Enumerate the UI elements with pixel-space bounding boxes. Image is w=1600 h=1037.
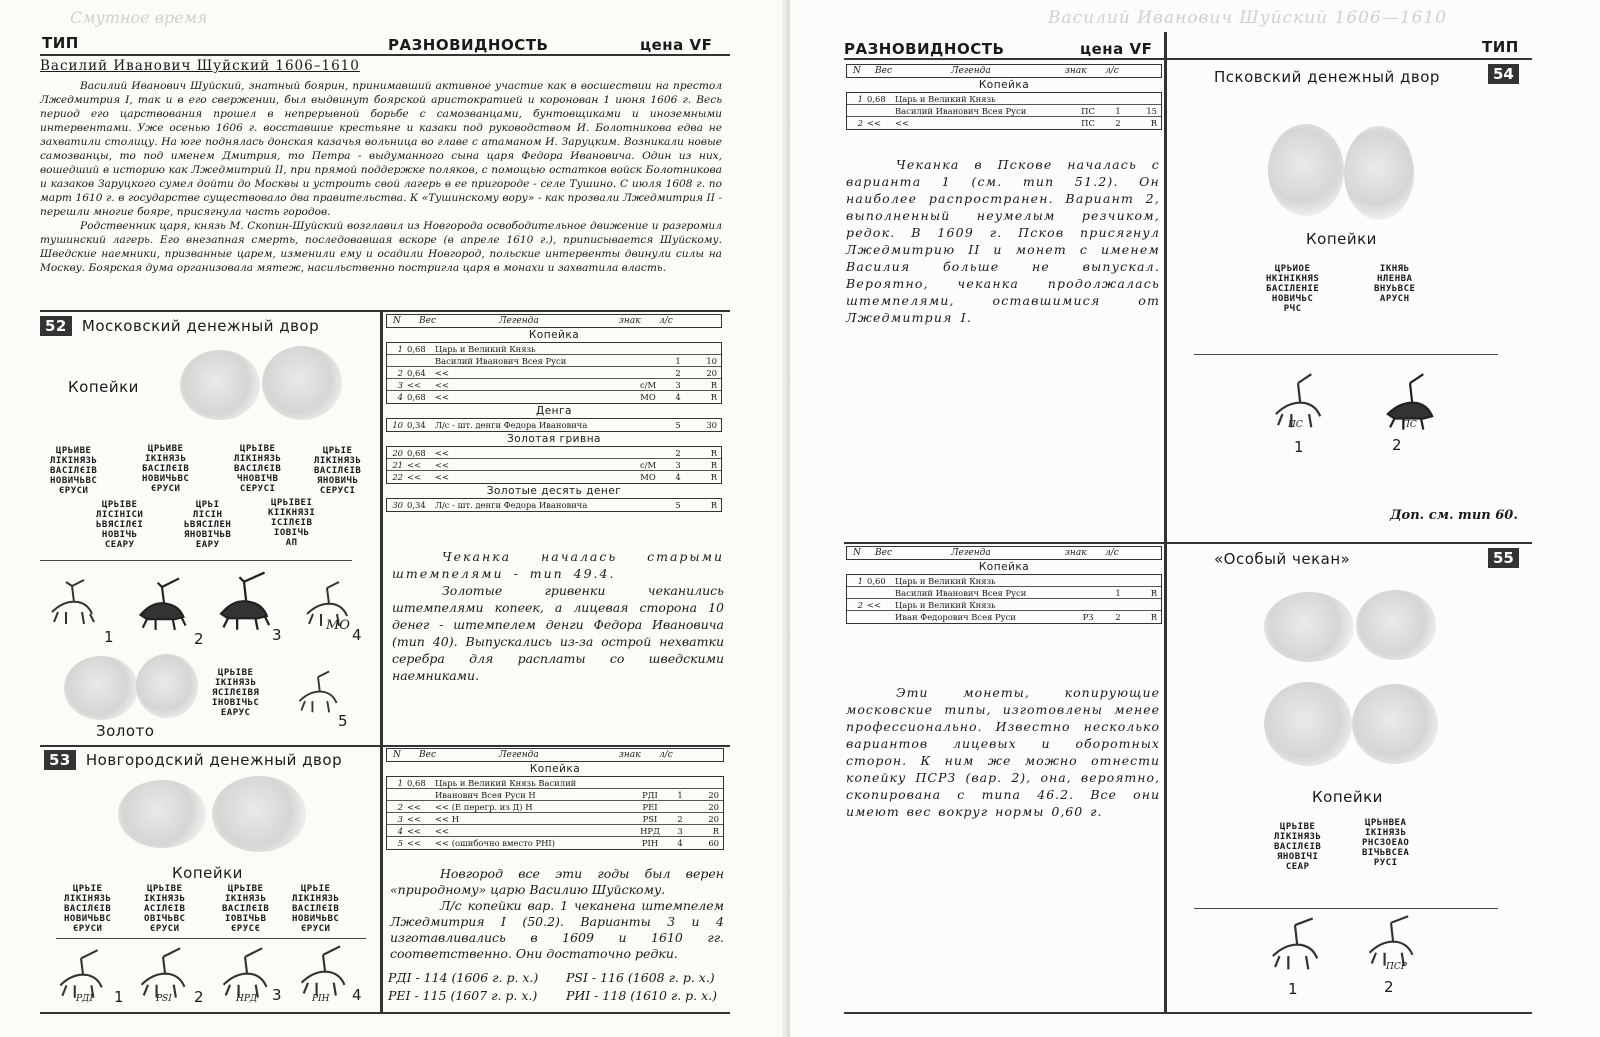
cell-sign: ПС: [1081, 118, 1095, 128]
s54-coin-obverse-photo: [1268, 124, 1344, 216]
s52-kopeiki-label: Копейки: [68, 378, 139, 396]
table-row: [387, 801, 723, 813]
table-group-title: Копейка: [528, 329, 580, 341]
cell-sign: РІН: [641, 838, 659, 848]
cell-w: <<: [407, 838, 422, 848]
s52-variety-table: [386, 314, 722, 512]
cell-legend: Л/с - шт. денги Федора Ивановича: [435, 420, 588, 430]
s53-legend-2: ЦРЬІВЕ ІКІНЯЗЬ АСІЛЄІВ ОВІЧЬВС ЄРУСИ: [144, 884, 186, 934]
s55-coin-2-obverse-photo: [1264, 682, 1352, 766]
cell-price: R: [1150, 612, 1157, 622]
cell-legend: Василий Иванович Всея Руси: [895, 105, 1027, 116]
right-col-variety: РАЗНОВИДНОСТЬ: [844, 40, 1005, 58]
cell-legend: Л/с - шт. денги Федора Ивановича: [435, 500, 588, 510]
cell-w: 0,68: [867, 93, 886, 104]
left-page: [0, 0, 790, 1037]
cell-price: R: [1150, 587, 1157, 598]
s53-caption-p2: Л/с копейки вар. 1 чеканена штемпелем Лжедмитрия I (50.2). Варианты 3 и 4 изготавливались в 1609 и 1610 гг. соответственно. Они достаточно редки.: [390, 898, 724, 961]
cell-price: R: [710, 500, 717, 510]
s52-legend-5: ЦРЬІВЕ ЛІСІНІСИ ЬВЯСІЛЄІ НОВІЧЬ СЕАРУ: [96, 500, 144, 550]
th-n: N: [853, 66, 861, 76]
s54-kopeiki-label: Копейки: [1306, 230, 1377, 248]
s54-caption: Чеканка в Пскове началась с варианта 1 (см. тип 51.2). Он наиболее распространен. Вариант 2, выполненный неумелым резчиком, редок. В 1609 г. Псков присягнул Лжедмитрию II и монет с именем Василия больше не выпускал. Вероятно, чеканка продолжалась штемпелями, оставшимися от Лжедмитрия I.: [846, 157, 1160, 325]
th-ds: л/с: [659, 316, 673, 326]
s52-caption: [392, 548, 724, 684]
cell-legend: <<: [435, 459, 450, 470]
s54-title: Псковский денежный двор: [1214, 68, 1440, 86]
cell-legend: <<: [435, 392, 450, 402]
table-row: [387, 355, 721, 367]
s55-coin-1-reverse-photo: [1356, 590, 1436, 660]
cell-legend: Иванович Всея Руси Н: [435, 789, 536, 800]
cell-legend: <<: [435, 367, 450, 378]
s54-legend-1: ЦРЬИОЕ НКІНІКНЯS БАСІЛЕНІЕ НОВИЧЬС РЧС: [1266, 264, 1320, 314]
th-ds: л/с: [1105, 548, 1119, 558]
s54-coin-reverse-photo: [1344, 126, 1414, 220]
cell-legend: Иван Федорович Всея Руси: [895, 612, 1016, 622]
cell-legend: Царь и Великий Князь: [895, 599, 996, 610]
cell-legend: <<: [435, 472, 450, 482]
right-page: [790, 0, 1600, 1037]
right-col-type: ТИП: [1482, 38, 1519, 56]
cell-legend: Царь и Великий Князь: [895, 93, 996, 104]
cell-n: 2: [397, 367, 403, 378]
cell-w: <<: [407, 472, 422, 482]
cell-price: 15: [1146, 105, 1157, 116]
s53-fig-num-3: 3: [272, 986, 282, 1004]
s55-legend-1: ЦРЬІВЕ ЛІКІНЯЗЬ ВАСІЛЄІВ ЯНОВІЧІ СЕАР: [1274, 822, 1322, 872]
s53-mark-2: PSI: [156, 994, 172, 1004]
s53-coin-obverse-photo: [118, 780, 206, 848]
s55-fig-num-1: 1: [1288, 980, 1298, 998]
s52-fig-num-4: 4: [352, 626, 362, 644]
table-row: [387, 367, 721, 379]
th-sign: знак: [1065, 66, 1087, 76]
cell-price: R: [712, 825, 719, 836]
s55-type-badge: 55: [1488, 548, 1519, 568]
cell-ds: 4: [675, 472, 681, 482]
cell-legend: << (Е перегр. из Д) Н: [435, 801, 533, 812]
cell-w: 0,34: [407, 500, 426, 510]
right-running-head: Василий Иванович Шуйский 1606—1610: [1048, 8, 1448, 28]
cell-ds: 1: [1115, 587, 1121, 598]
table-group-box: [386, 498, 722, 512]
th-n: N: [853, 548, 861, 558]
s52-top-rule: [40, 310, 730, 312]
cell-legend: <<: [435, 379, 450, 390]
s52-legend-7: ЦРЬІВЕІ КІІКНЯЗІ ІСІЛЄІВ ІОВІЧЬ АП: [268, 498, 316, 548]
ruler-title: Василий Иванович Шуйский 1606–1610: [40, 58, 360, 74]
s52-legend-3: ЦРЬІВЕ ЛІКІНЯЗЬ ВАСІЛЄІВ ЧНОВІЧВ СЕРУСІ: [234, 444, 282, 494]
cell-price: R: [1150, 118, 1157, 128]
s52-legend-6: ЦРЬІ ЛІСІН ЬВЯСІЛЕН ЯНОВІЧЬВ ЕАРУ: [184, 500, 232, 550]
table-row: [387, 789, 723, 801]
th-w: Вес: [419, 316, 436, 326]
cell-price: 20: [708, 801, 719, 812]
s52-gold-reverse-photo: [136, 654, 198, 718]
cell-sign: с/М: [639, 459, 657, 470]
cell-w: <<: [407, 813, 422, 824]
cell-ds: 2: [1115, 612, 1121, 622]
table-row: [387, 777, 723, 789]
s52-legend-8: ЦРЬІВЕ ІКІНЯЗЬ ЯСІЛЄІВЯ ІНОВІЧЬС ЕАРУС: [212, 668, 260, 718]
table-group-title: Копейка: [529, 763, 581, 775]
cell-sign: РДІ: [642, 789, 658, 800]
table-group-box: [386, 342, 722, 404]
s54-table-header: [846, 64, 1162, 78]
s53-mark-1: РДІ: [76, 994, 93, 1004]
th-ds: л/с: [1105, 66, 1119, 76]
s54-type-badge: 54: [1488, 64, 1519, 84]
table-row: [387, 813, 723, 825]
cell-n: 4: [397, 825, 403, 836]
th-sign: знак: [619, 316, 641, 326]
s52-mark-mo: МО: [326, 618, 350, 633]
s52-fig-num-2: 2: [194, 630, 204, 648]
cell-n: 3: [397, 813, 403, 824]
s55-top-rule: [844, 542, 1532, 544]
s52-horseman-5-icon: [290, 664, 346, 716]
left-header-rule: [40, 54, 730, 56]
th-legend: Легенда: [499, 316, 539, 326]
s53-coin-reverse-photo: [212, 776, 306, 852]
cell-price: R: [710, 472, 717, 482]
cell-n: 1: [397, 343, 403, 354]
s54-variety-table: [846, 64, 1162, 130]
s54-legend-2: ІКНЯЬ НЛЕНВА ВНУЬВСЕ АРУСН: [1374, 264, 1416, 304]
s52-table-header: [386, 314, 722, 328]
table-row: [847, 599, 1161, 611]
cell-ds: 2: [1115, 118, 1121, 128]
cell-ds: 3: [675, 459, 681, 470]
s54-mark-1: ПС: [1288, 420, 1303, 430]
s55-horseman-1-icon: [1264, 914, 1326, 976]
cell-n: 1: [857, 575, 863, 586]
intro-paragraph-1: Василий Иванович Шуйский, знатный боярин, принимавший активное участие как в восшествии на престол Лжедмитрия I, так и в его свержении, был выдвинут боярской аристократией и коронован 1 июня 1606 г. Весь период его царствования прошел в непрерывной борьбе с самозванцами, бунтовщиками и иноземными интервентами. Уже осенью 1606 г. восставшие крестьяне и казаки под руководством И. Болотникова едва не захватили столицу. На юге поднялась донская казачья вольница во главе с атаманом И. Заруцким. Возникали новые самозванцы, то под именем Дмитрия, то Петра - выдуманного сына царя Федора Ивановича. Один из них, вошедший в историю как Лжедмитрий II, при прямой поддержке поляков, с помощью остатков войск Болотникова и казаков Заруцкого сумел дойти до Москвы и устроить свой лагерь в ее пригороде - селе Тушино. С июля 1608 г. по март 1610 г. в государстве существовало два правительства. К «Тушинскому вору» - как прозвали Лжедмитрия II - перешли многие бояре, присягнула часть городов.: [40, 80, 722, 218]
table-row: [387, 471, 721, 483]
intro-text: [40, 79, 722, 275]
table-row: [847, 117, 1161, 129]
table-row: [387, 447, 721, 459]
s55-variety-table: [846, 546, 1162, 624]
s53-table-header: [386, 748, 724, 762]
cell-ds: 1: [677, 789, 683, 800]
cell-price: 60: [708, 838, 719, 848]
th-n: N: [393, 316, 401, 326]
cell-sign: РЕІ: [642, 801, 658, 812]
s52-caption-p1: Чеканка началась старыми штемпелями - тип 49.4.: [392, 549, 724, 581]
cell-ds: 4: [675, 392, 681, 402]
s55-table-header: [846, 546, 1162, 560]
right-column-divider-top: [1164, 32, 1167, 542]
cell-price: 20: [708, 789, 719, 800]
s53-heading: [44, 750, 342, 770]
cell-n: 22: [392, 472, 403, 482]
s52-type-badge: 52: [40, 316, 72, 336]
s52-caption-p2: Золотые гривенки чеканились штемпелями копеек, а лицевая сторона 10 денег - штемпелем денги Федора Ивановича (тип 40). Выпускались из-за острой нехватки серебра для расплаты со шведскими наемниками.: [392, 583, 724, 683]
cell-price: R: [710, 392, 717, 402]
s52-divider: [40, 560, 352, 561]
s52-horseman-3-icon: [212, 568, 276, 632]
s55-caption: Эти монеты, копирующие московские типы, изготовлены менее профессионально. Известно несколько вариантов лицевых и оборотных сторон. К ним же можно отнести копейку ПСРЗ (вар. 2), она, вероятно, скопирована с типа 46.2. Все они имеют вес вокруг нормы 0,60 г.: [846, 685, 1160, 819]
cell-n: 3: [397, 379, 403, 390]
table-row: [387, 837, 723, 849]
cell-sign: МО: [640, 472, 656, 482]
s52-fig-num-1: 1: [104, 628, 114, 646]
cell-n: 10: [392, 420, 403, 430]
s53-date-2: PSI - 116 (1608 г. р. х.): [566, 970, 715, 985]
s54-note: Доп. см. тип 60.: [1390, 508, 1518, 523]
s53-date-4: РИІ - 118 (1610 г. р. х.): [566, 988, 718, 1003]
cell-legend: << Н: [435, 813, 460, 824]
s53-fig-num-4: 4: [352, 986, 362, 1004]
left-running-head: Смутное время: [70, 8, 208, 27]
s52-gold-obverse-photo: [64, 656, 138, 720]
s54-heading-badge-wrap: [1488, 64, 1519, 84]
table-row: [387, 419, 721, 431]
s55-mark-1: ПСР: [1386, 962, 1407, 972]
table-group-title: Копейка: [978, 561, 1030, 573]
table-group-title: Денга: [536, 405, 572, 417]
s53-horseman-4-icon: [290, 942, 356, 1002]
cell-price: R: [710, 459, 717, 470]
s53-date-1: РДІ - 114 (1606 г. р. х.): [388, 970, 539, 985]
cell-legend: Василий Иванович Всея Руси: [435, 355, 567, 366]
cell-w: <<: [407, 801, 422, 812]
cell-w: 0,64: [407, 367, 426, 378]
cell-legend: Царь и Великий Князь: [435, 343, 536, 354]
table-row: [847, 93, 1161, 105]
s54-fig-num-2: 2: [1392, 436, 1402, 454]
table-row: [847, 587, 1161, 599]
s55-kopeiki-label: Копейки: [1312, 788, 1383, 806]
table-row: [387, 499, 721, 511]
table-row: [387, 379, 721, 391]
s52-legend-1: ЦРЬИВЕ ЛІКІНЯЗЬ ВАСІЛЄІВ НОВИЧЬВС ЄРУСИ: [50, 446, 98, 496]
cell-ds: 5: [675, 420, 681, 430]
s52-zoloto-label: Золото: [96, 722, 155, 740]
s54-divider: [1194, 354, 1498, 355]
cell-sign: НРД: [640, 825, 660, 836]
left-column-divider-bottom: [380, 745, 383, 1013]
s53-title: Новгородский денежный двор: [85, 751, 343, 769]
s55-legend-2: ЦРЬНВЕА ІКІНЯЗЬ РНСЗОЕАО ВІЧЬВСЕА РУСІ: [1362, 818, 1410, 868]
left-col-type: ТИП: [42, 34, 79, 52]
table-row: [847, 611, 1161, 623]
s53-legend-3: ЦРЬІВЕ ІКІНЯЗЬ ВАСІЛЄІВ ІОВІЧЬВ ЄРУСЄ: [222, 884, 270, 934]
th-legend: Легенда: [951, 66, 991, 76]
s53-fig-num-1: 1: [114, 988, 124, 1006]
table-group-box: [386, 446, 722, 484]
cell-ds: 1: [675, 355, 681, 366]
table-row: [847, 575, 1161, 587]
cell-w: 0,68: [407, 343, 426, 354]
s52-title: Московский денежный двор: [81, 317, 320, 335]
cell-price: 20: [706, 367, 717, 378]
cell-w: <<: [867, 599, 882, 610]
cell-ds: 4: [677, 838, 683, 848]
left-column-divider-top: [380, 310, 383, 745]
table-group-title: Золотая гривна: [507, 433, 601, 445]
table-row: [847, 105, 1161, 117]
table-row: [387, 459, 721, 471]
cell-price: R: [710, 447, 717, 458]
cell-sign: с/М: [639, 379, 657, 390]
cell-n: 2: [857, 599, 863, 610]
cell-w: <<: [407, 459, 422, 470]
s52-legend-4: ЦРЬІЕ ЛІКІНЯЗЬ ВАСІЛЄІВ ЯНОВИЧЬ СЕРУСІ: [314, 446, 362, 496]
table-group-title: Золотые десять денег: [486, 485, 622, 497]
table-group-box: [846, 574, 1162, 624]
cell-n: 2: [857, 118, 863, 128]
s53-caption-p1: Новгород все эти годы был верен «природному» царю Василию Шуйскому.: [390, 866, 724, 897]
s52-horseman-1-icon: [44, 572, 100, 628]
cell-legend: <<: [895, 118, 910, 128]
table-group-box: [846, 92, 1162, 130]
cell-legend: << (ошибочно вместо РНІ): [435, 838, 556, 848]
cell-legend: Василий Иванович Всея Руси: [895, 587, 1027, 598]
s52-horseman-2-icon: [130, 572, 194, 632]
cell-w: 0,68: [407, 392, 426, 402]
cell-sign: ПС: [1081, 105, 1095, 116]
cell-w: <<: [407, 379, 422, 390]
s55-coin-2-reverse-photo: [1352, 684, 1438, 764]
cell-ds: 3: [675, 379, 681, 390]
s53-kopeiki-label: Копейки: [172, 864, 243, 882]
intro-paragraph-2: Родственник царя, князь М. Скопин-Шуйский возглавил из Новгорода освободительное движение и разгромил тушинский лагерь. Его внезапная смерть, последовавшая вскоре (в апреле 1610 г.), приписывается Шуйскому. Шведские наемники, призванные царем, изменили ему и осадили Новгород, польские интервенты двинули силы на Москву. Боярская дума организовала мятеж, насильственно постригла царя в монахи и захватила власть.: [40, 220, 722, 274]
right-column-divider-bottom: [1164, 542, 1167, 1012]
cell-w: 0,60: [867, 575, 886, 586]
s55-title: «Особый чекан»: [1214, 550, 1351, 568]
table-row: [387, 825, 723, 837]
cell-n: 21: [392, 459, 403, 470]
s53-date-3: РЕІ - 115 (1607 г. р. х.): [388, 988, 538, 1003]
cell-w: <<: [867, 118, 882, 128]
left-bottom-rule: [40, 1012, 730, 1014]
s55-coin-1-obverse-photo: [1264, 592, 1354, 662]
cell-legend: Царь и Великий Князь Василий: [435, 777, 577, 788]
cell-legend: Царь и Великий Князь: [895, 575, 996, 586]
table-row: [387, 343, 721, 355]
s55-heading-badge-wrap: [1488, 548, 1519, 568]
s52-fig-num-3: 3: [272, 626, 282, 644]
left-col-price: цена VF: [640, 36, 713, 54]
th-ds: л/с: [659, 750, 673, 760]
s55-divider: [1194, 908, 1498, 909]
s53-legend-1: ЦРЬІЕ ЛІКІНЯЗЬ ВАСІЛЄІВ НОВИЧЬВС ЄРУСИ: [64, 884, 112, 934]
cell-ds: 2: [677, 813, 683, 824]
cell-sign: PSI: [642, 813, 658, 824]
cell-w: 0,68: [407, 447, 426, 458]
s52-fig-num-5: 5: [338, 712, 348, 730]
cell-price: 10: [706, 355, 717, 366]
left-col-variety: РАЗНОВИДНОСТЬ: [388, 36, 549, 54]
cell-legend: <<: [435, 447, 450, 458]
cell-w: 0,34: [407, 420, 426, 430]
cell-ds: 5: [675, 500, 681, 510]
th-w: Вес: [875, 66, 892, 76]
cell-ds: 3: [677, 825, 683, 836]
cell-n: 1: [857, 93, 863, 104]
cell-w: <<: [407, 825, 422, 836]
cell-ds: 2: [675, 367, 681, 378]
cell-price: R: [710, 379, 717, 390]
s52-heading: [40, 316, 319, 336]
s53-mark-4: РІН: [312, 994, 330, 1004]
s53-caption: [390, 866, 724, 962]
s53-mark-3: НРД: [236, 994, 258, 1004]
table-group-box: [386, 776, 724, 850]
table-row: [387, 391, 721, 403]
table-group-box: [386, 418, 722, 432]
cell-legend: <<: [435, 825, 450, 836]
s53-fig-num-2: 2: [194, 988, 204, 1006]
cell-sign: РЗ: [1082, 612, 1094, 622]
right-bottom-rule: [844, 1012, 1532, 1014]
right-header-rule: [844, 58, 1532, 60]
th-sign: знак: [1065, 548, 1087, 558]
s53-variety-table: [386, 748, 724, 850]
th-w: Вес: [875, 548, 892, 558]
s52-coin-reverse-photo: [262, 346, 342, 420]
th-legend: Легенда: [951, 548, 991, 558]
s55-fig-num-2: 2: [1384, 978, 1394, 996]
cell-price: 30: [706, 420, 717, 430]
th-sign: знак: [619, 750, 641, 760]
s54-fig-num-1: 1: [1294, 438, 1304, 456]
s53-type-badge: 53: [44, 750, 76, 770]
right-col-price: цена VF: [1080, 40, 1153, 58]
table-group-title: Копейка: [978, 79, 1030, 91]
cell-n: 4: [397, 392, 403, 402]
s53-top-rule: [40, 745, 730, 747]
s52-legend-2: ЦРЬИВЕ ІКІНЯЗЬ БАСІЛЄІВ НОВИЧЬВС ЄРУСИ: [142, 444, 190, 494]
s52-coin-obverse-photo: [180, 350, 260, 420]
cell-w: 0,68: [407, 777, 426, 788]
cell-n: 2: [397, 801, 403, 812]
th-w: Вес: [419, 750, 436, 760]
s53-divider: [56, 938, 366, 939]
s54-mark-2: ПС: [1402, 420, 1417, 430]
s53-legend-4: ЦРЬІЕ ЛІКІНЯЗЬ ВАСІЛЄІВ НОВИЧЬВС ЄРУСИ: [292, 884, 340, 934]
cell-ds: 1: [1115, 105, 1121, 116]
cell-n: 30: [392, 500, 403, 510]
th-legend: Легенда: [499, 750, 539, 760]
cell-n: 5: [397, 838, 403, 848]
cell-n: 1: [397, 777, 403, 788]
cell-n: 20: [392, 447, 403, 458]
cell-ds: 2: [675, 447, 681, 458]
cell-sign: МО: [640, 392, 656, 402]
th-n: N: [393, 750, 401, 760]
cell-price: 20: [708, 813, 719, 824]
